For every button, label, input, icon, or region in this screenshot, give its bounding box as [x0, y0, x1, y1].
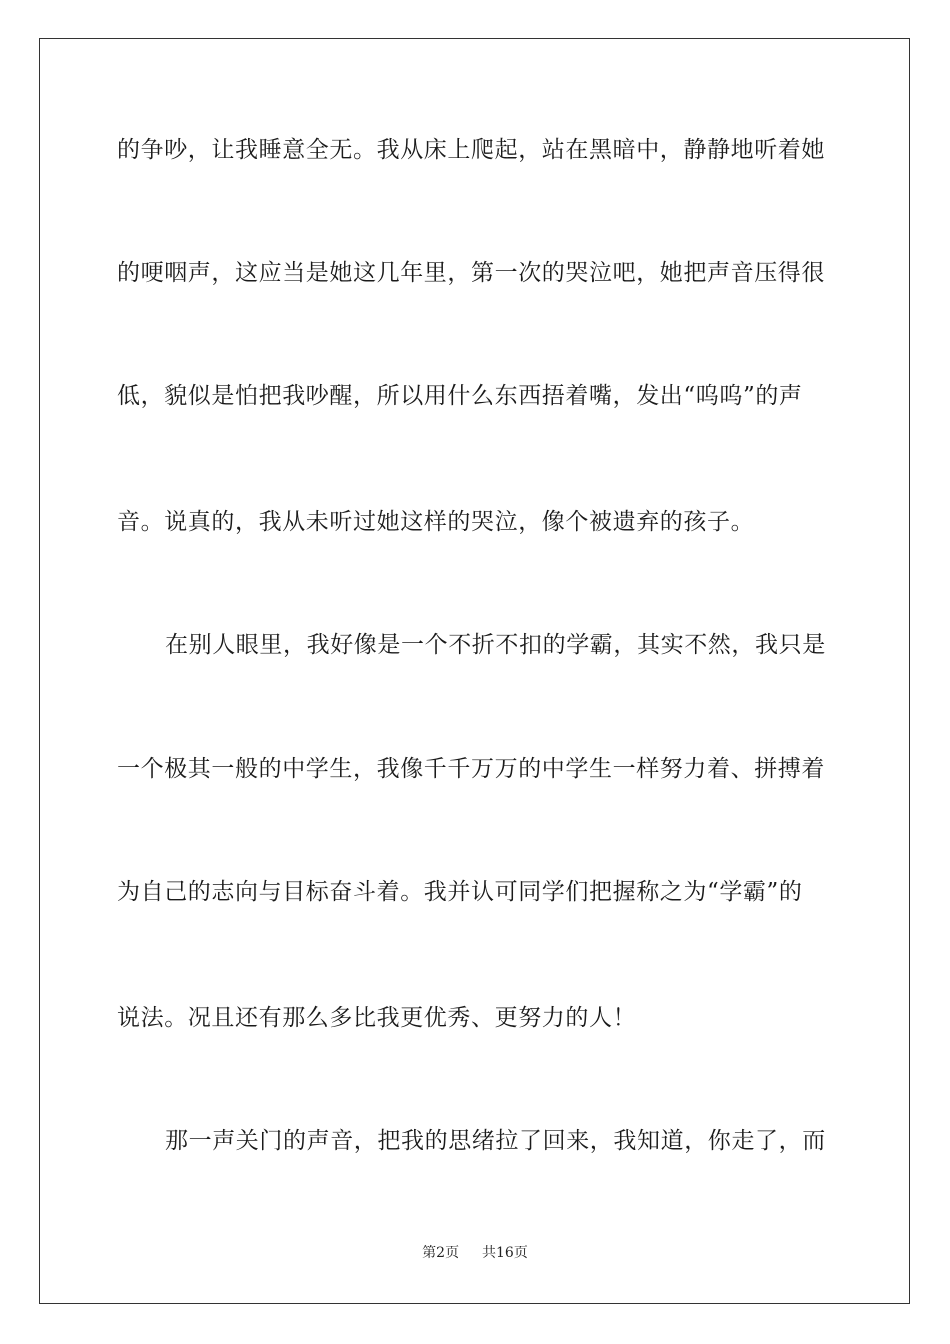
- page-border: [39, 38, 910, 1304]
- body-text-line: 音。说真的，我从未听过她这样的哭泣，像个被遗弃的孩子。: [117, 509, 755, 535]
- page-total: 共16页: [482, 1245, 528, 1261]
- paragraph-first-line: 那一声关门的声音，把我的思绪拉了回来，我知道，你走了，而: [165, 1128, 826, 1154]
- body-text-line: 低，貌似是怕把我吵醒，所以用什么东西捂着嘴，发出“呜呜”的声: [117, 383, 803, 409]
- body-text-line: 的争吵，让我睡意全无。我从床上爬起，站在黑暗中，静静地听着她: [117, 137, 825, 163]
- body-text-line: 一个极其一般的中学生，我像千千万万的中学生一样努力着、拼搏着: [117, 756, 825, 782]
- page-number: 第2页: [422, 1245, 460, 1261]
- paragraph-first-line: 在别人眼里，我好像是一个不折不扣的学霸，其实不然，我只是: [165, 632, 826, 658]
- body-text-line: 说法。况且还有那么多比我更优秀、更努力的人！: [117, 1005, 637, 1031]
- body-text-line: 的哽咽声，这应当是她这几年里，第一次的哭泣吧，她把声音压得很: [117, 260, 825, 286]
- body-text-line: 为自己的志向与目标奋斗着。我并认可同学们把握称之为“学霸”的: [117, 879, 803, 905]
- page-footer: [0, 1243, 950, 1263]
